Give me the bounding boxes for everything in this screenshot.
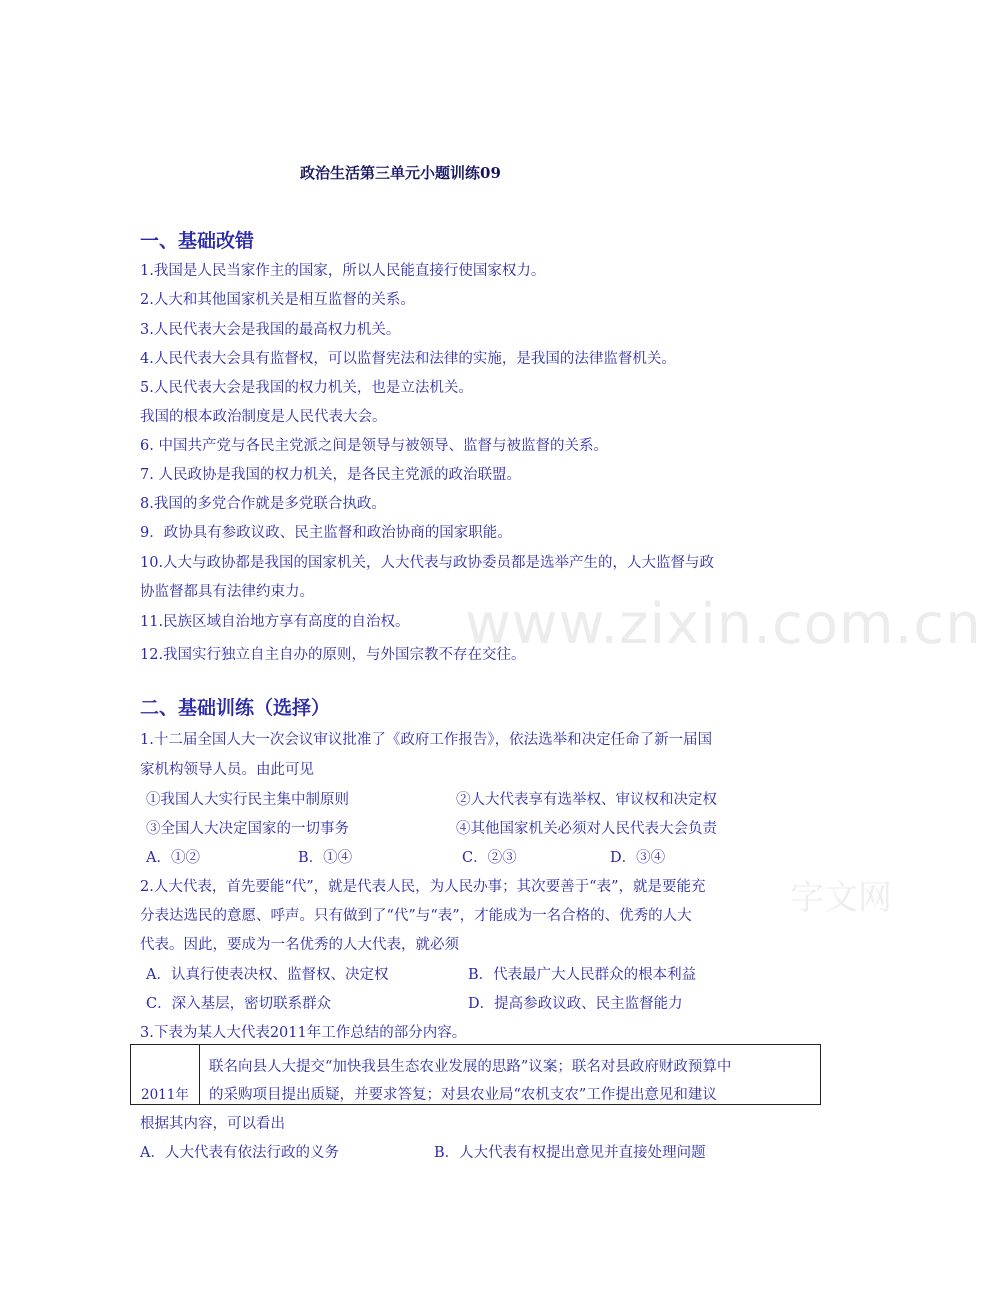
question-2-line: 分表达选民的意愿、呼声。只有做到了“代”与“表”，才能成为一名合格的、优秀的人大 [140, 908, 692, 924]
choice-d: D．③④ [610, 850, 666, 866]
section1-heading: 一、基础改错 [140, 230, 255, 252]
list-item: 12.我国实行独立自主自办的原则，与外国宗教不存在交往。 [140, 647, 526, 663]
list-item: 10.人大与政协都是我国的国家机关，人大代表与政协委员都是选举产生的，人大监督与政 [140, 555, 715, 571]
list-item: 11.民族区域自治地方享有高度的自治权。 [140, 614, 410, 630]
choice-c: C．②③ [462, 850, 517, 866]
list-item: 6. 中国共产党与各民主党派之间是领导与被领导、监督与被监督的关系。 [140, 438, 608, 454]
choice-d: D．提高参政议政、民主监督能力 [468, 996, 683, 1012]
watermark: www.zixin.com.cn [465, 592, 982, 657]
section2-heading: 二、基础训练（选择） [140, 697, 331, 719]
choice-b: B．①④ [298, 850, 353, 866]
list-item: 1.我国是人民当家作主的国家，所以人民能直接行使国家权力。 [140, 263, 546, 279]
choice-a: A．人大代表有依法行政的义务 [140, 1145, 339, 1161]
table-year: 2011年 [141, 1087, 189, 1103]
question-3-followup: 根据其内容，可以看出 [140, 1116, 285, 1132]
list-item: 协监督都具有法律约束力。 [140, 584, 314, 600]
choice-a: A．①② [146, 850, 200, 866]
list-item: 我国的根本政治制度是人民代表大会。 [140, 409, 387, 425]
question-3-intro: 3.下表为某人大代表2011年工作总结的部分内容。 [140, 1025, 467, 1041]
statement: ①我国人大实行民主集中制原则 [146, 792, 349, 808]
question-2-line: 代表。因此，要成为一名优秀的人大代表，就必须 [140, 937, 459, 953]
table-year-cell [131, 1045, 200, 1104]
table-content-line: 联名向县人大提交“加快我县生态农业发展的思路”议案；联名对县政府财政预算中 [209, 1059, 732, 1075]
question-1-line: 1.十二届全国人大一次会议审议批准了《政府工作报告》，依法选举和决定任命了新一届国 [140, 732, 713, 748]
choice-b: B．代表最广大人民群众的根本利益 [468, 967, 697, 983]
list-item: 8.我国的多党合作就是多党联合执政。 [140, 496, 386, 512]
list-item: 4.人民代表大会具有监督权，可以监督宪法和法律的实施，是我国的法律监督机关。 [140, 351, 676, 367]
choice-c: C．深入基层，密切联系群众 [146, 996, 332, 1012]
list-item: 2.人大和其他国家机关是相互监督的关系。 [140, 292, 415, 308]
list-item: 7. 人民政协是我国的权力机关，是各民主党派的政治联盟。 [140, 467, 521, 483]
watermark-secondary: 字文网 [790, 878, 892, 918]
table-content-line: 的采购项目提出质疑，并要求答复；对县农业局“农机支农”工作提出意见和建议 [209, 1087, 717, 1103]
statement: ④其他国家机关必须对人民代表大会负责 [456, 821, 717, 837]
summary-table [130, 1044, 821, 1105]
question-2-line: 2.人大代表，首先要能“代”，就是代表人民，为人民办事；其次要善于“表”，就是要能充 [140, 879, 706, 895]
statement: ②人大代表享有选举权、审议权和决定权 [456, 792, 717, 808]
list-item: 3.人民代表大会是我国的最高权力机关。 [140, 322, 401, 338]
statement: ③全国人大决定国家的一切事务 [146, 821, 349, 837]
question-1-line: 家机构领导人员。由此可见 [140, 762, 314, 778]
list-item: 9．政协具有参政议政、民主监督和政治协商的国家职能。 [140, 525, 512, 541]
choice-a: A．认真行使表决权、监督权、决定权 [146, 967, 389, 983]
list-item: 5.人民代表大会是我国的权力机关，也是立法机关。 [140, 380, 473, 396]
choice-b: B．人大代表有权提出意见并直接处理问题 [434, 1145, 706, 1161]
page-title: 政治生活第三单元小题训练09 [300, 164, 501, 182]
table-content-cell [209, 1053, 731, 1109]
